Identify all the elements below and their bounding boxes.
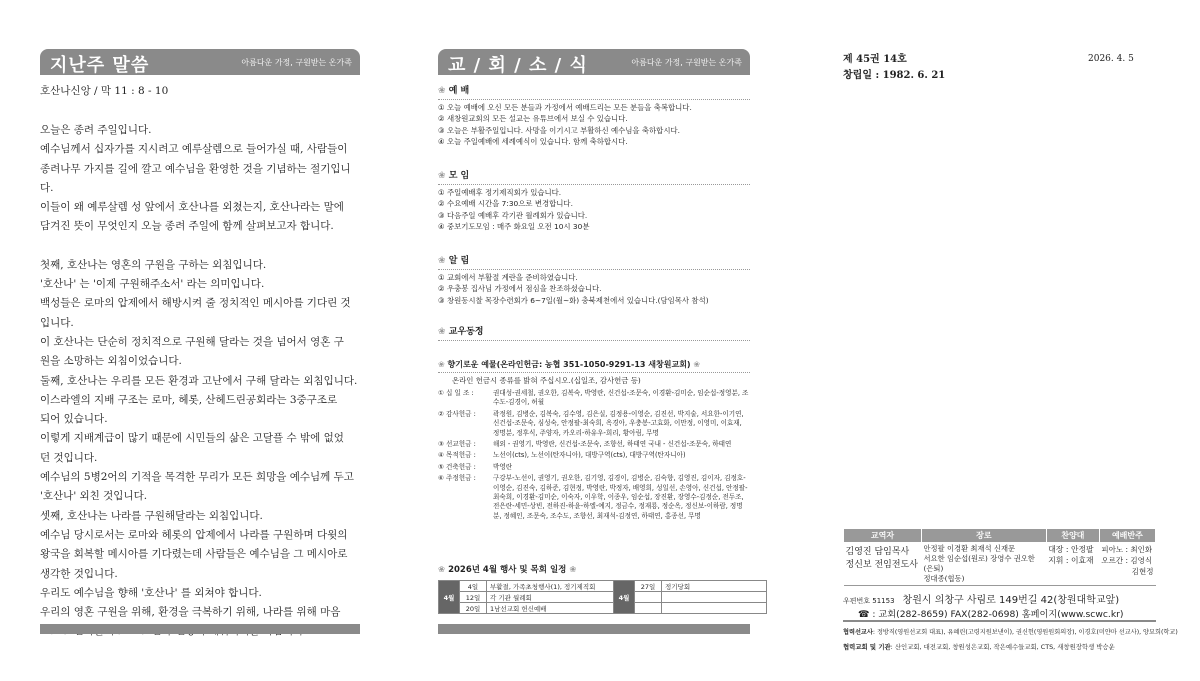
- schedule-event: 부활절, 가족초청행사(1), 정기제직회: [487, 581, 614, 592]
- sermon-header: [40, 49, 360, 75]
- flower-icon: ❀: [438, 86, 446, 96]
- schedule-month: 4월: [614, 581, 635, 614]
- sermon-line: 종려나무 가지를 길에 깔고 예수님을 환영한 것을 기념하는 절기입니다.: [40, 162, 351, 194]
- choir-list: 대장 : 안정팔 지휘 : 이효재: [1046, 543, 1099, 586]
- offering-row: [438, 440, 750, 449]
- notice-list: [438, 272, 750, 307]
- offering-heading: ❀ 향기로운 예물(온라인헌금: 농협 351-1050-9291-13 새창원교회) ❀: [438, 359, 750, 373]
- schedule-event: 정기당회: [662, 581, 767, 592]
- sermon-line: 이 호산나는 단순히 정치적으로 구원해 달라는 것을 넘어서 영혼 구: [40, 335, 344, 348]
- sermon-line: 이들이 왜 예루살렘 성 앞에서 호산나를 외쳤는지, 호산나라는 말에: [40, 201, 344, 214]
- sermon-line: 담겨진 뜻이 무엇인지 오늘 종려 주일에 함께 살펴보고자 합니다.: [40, 220, 334, 233]
- schedule-title: ❀ 2026년 4월 행사 및 목회 일정 ❀: [438, 565, 577, 575]
- offering-type: ⑥ 주정헌금 :: [438, 474, 476, 483]
- meeting-list: [438, 187, 750, 233]
- flower-icon: ❀: [438, 171, 446, 181]
- flower-icon: ❀: [438, 327, 446, 337]
- list-item: ① 오늘 예배에 오신 모든 분들과 가정에서 예배드리는 모든 분들을 축복합니다.: [438, 102, 692, 112]
- flower-icon: ❀: [438, 360, 445, 369]
- coop-churches: 협력교회 및 기관: 산인교회, 대전교회, 창원성은교회, 작은예수들교회, CTS, 새창원장학생 박승운: [843, 643, 1115, 651]
- worship-list: [438, 102, 750, 148]
- news-footer-bar: [438, 624, 750, 634]
- founding-date: 창립일 : 1982. 6. 21: [843, 70, 946, 81]
- notice-section: [438, 256, 750, 306]
- schedule-event: [662, 592, 767, 603]
- sermon-line: 첫째, 호산나는 영혼의 구원을 구하는 외침입니다.: [40, 258, 267, 271]
- staff-header-choir: 찬양대: [1046, 529, 1099, 543]
- offering-section: [438, 359, 750, 386]
- sermon-line: 입니다.: [40, 316, 74, 329]
- flower-icon: ❀: [438, 256, 446, 266]
- schedule-table: [438, 580, 767, 614]
- sermon-line: 되어 있습니다.: [40, 413, 108, 426]
- sermon-line: 생각한 것입니다.: [40, 567, 118, 580]
- sermon-paragraph: [40, 256, 360, 642]
- list-item: ① 주일예배후 정기제직회가 있습니다.: [438, 187, 562, 197]
- schedule-row: [439, 592, 767, 603]
- staff-header-elders: 장로: [922, 529, 1047, 543]
- schedule-day: [635, 592, 662, 603]
- offering-row: [438, 463, 750, 472]
- schedule-day: [635, 603, 662, 614]
- staff-table: [843, 528, 1156, 586]
- schedule-row: [439, 581, 767, 592]
- list-item: ③ 창원동시찰 목장수련회가 6~7일(월~화) 충북제천에서 있습니다.(담임목사 참석): [438, 295, 709, 305]
- accomp-list: 피아노 : 최인화 오르간 : 김영식 김현정: [1099, 543, 1155, 586]
- meeting-heading: ❀ 모 임: [438, 171, 750, 185]
- mission-partners: 협력선교사: 정방직(영원선교회 대표), 유혜린(고령지원보낸이), 권신헌(영원원회의장), 이경호(미얀마 선교사), 양묘희(학교): [843, 629, 1178, 636]
- schedule-month: 4월: [439, 581, 460, 614]
- schedule-day: 20일: [460, 603, 487, 614]
- flower-icon: ❀: [438, 565, 446, 575]
- sermon-paragraph: [40, 121, 360, 237]
- sermon-line: 우리도 예수님을 향해 '호산나' 를 외쳐야 합니다.: [40, 586, 262, 599]
- church-contact: ☎ : 교회(282-8659) FAX(282-0698) 홈페이지(www.scwc.kr): [858, 609, 1124, 620]
- news-header-subtitle: 아름다운 가정, 구원받는 온가족: [631, 58, 742, 67]
- sermon-line: 던 것입니다.: [40, 451, 98, 464]
- offering-names: 구강부-노선이, 권영기, 권오한, 김기영, 김경이, 김병순, 김숙향, 김영진, 김이자, 김정호-이영순, 김진숙, 김하준, 김현정, 박영란, 박정자, 배영희, 성일선, 손영아, 신건섭, 안정팔-최숙희, 이경환-김미순, 이숙자, 이우학, 이종우, 임순섭, 장진환, 장영수-김정순, 전두조, 전은란-세민-상빈, 전하진-하윤-하엘-예지, 정금수, 정재룡, 정순옥, 정신보-이하람, 정명분, 정혜인, 조문숙, 조수도, 조향선, 최재석-김정연, 하태연, 홍종선, 무명: [493, 474, 748, 520]
- sermon-footer-bar: [40, 624, 360, 634]
- elder-list: 안정팔 이경환 최재석 신재문 서요한 임순섭(원로) 장영수 권오한(은퇴) 정대종(협동): [922, 543, 1047, 586]
- list-item: ④ 오늘 주일예배에 세례예식이 있습니다. 함께 축하합시다.: [438, 137, 628, 146]
- schedule-day: 12일: [460, 592, 487, 603]
- sermon-line: 원을 소망하는 외침이었습니다.: [40, 355, 182, 368]
- sermon-body: [40, 121, 360, 642]
- offering-row: [438, 474, 750, 521]
- list-item: ③ 다음주일 예배후 각기관 월례회가 있습니다.: [438, 210, 588, 220]
- right-divider: [843, 620, 1156, 622]
- sermon-line: 예수님께서 십자가를 지시려고 예루살렘으로 들어가실 때, 사람들이: [40, 143, 348, 156]
- schedule-event: 1남선교회 헌신예배: [487, 603, 614, 614]
- offering-row: [438, 451, 750, 460]
- worship-section: [438, 86, 750, 148]
- sermon-line: 오늘은 종려 주일입니다.: [40, 124, 152, 136]
- volume-number: 제 45권 14호: [843, 54, 907, 65]
- list-item: ③ 오늘은 부활주일입니다. 사망을 이기시고 부활하신 예수님을 축하합시다.: [438, 125, 680, 135]
- sermon-line: 예수님의 5병2어의 기적을 목격한 무리가 모든 희망을 예수님께 두고: [40, 471, 354, 484]
- sermon-line: 우리의 영혼 구원을 위해, 환경을 극복하기 위해, 나라를 위해 마음: [40, 606, 341, 619]
- worship-heading: ❀ 예 배: [438, 86, 750, 100]
- offering-type: ③ 선교헌금 :: [438, 440, 476, 449]
- list-item: ② 우충봉 집사님 가정에서 점심을 찬조하셨습니다.: [438, 284, 602, 293]
- offering-names: 박영란: [493, 462, 513, 471]
- offering-names: 해외 - 권영기, 박영란, 신건섭-조문숙, 조향선, 하태연 국내 - 신건섭-조문숙, 하태연: [493, 440, 732, 449]
- zip-code: 우편번호 51153: [843, 597, 895, 605]
- offering-names: 권대성-권세철, 권오한, 김복숙, 박영란, 신건섭-조문숙, 이경환-김미순, 임순섭-정영분, 조수도-김경이, 허월: [493, 389, 749, 407]
- pastor-list: 김영진 담임목사 정신보 전임전도사: [844, 543, 922, 586]
- sermon-line: 왕국을 회복할 메시아를 기다렸는데 사람들은 예수님을 그 메시아로: [40, 548, 348, 561]
- members-heading: ❀ 교우동정: [438, 327, 750, 341]
- offering-names: 곽정원, 김병순, 김복숙, 김수영, 김은실, 김정용-이영순, 김진선, 박지술, 서요한-이기연, 신건섭-조문숙, 심성숙, 안정팔-최숙희, 옥경아, 우충봉-고효화, 이만정, 이영미, 이효재, 정명분, 정후식, 주양자, 카오리-하유우-희리, 황아림, 무명: [493, 409, 744, 437]
- offering-note: 온라인 헌금시 종류를 밝혀 주십시오.(십일조, 감사헌금 등): [452, 375, 641, 385]
- news-header: [438, 49, 750, 75]
- staff-header-accomp: 예배반주: [1099, 529, 1155, 543]
- schedule-day: 4일: [460, 581, 487, 592]
- sermon-line: 이렇게 지배계급이 많기 때문에 시민들의 삶은 고달플 수 밖에 없었: [40, 432, 344, 445]
- sermon-line: '호산나' 는 '이제 구원해주소서' 라는 의미입니다.: [40, 278, 265, 291]
- flower-icon: ❀: [693, 360, 701, 369]
- list-item: ① 교회에서 부활절 계란을 준비하였습니다.: [438, 272, 578, 282]
- offering-grid: [438, 389, 750, 523]
- offering-type: ② 감사헌금 :: [438, 409, 476, 418]
- staff-header-pastors: 교역자: [844, 529, 922, 543]
- flower-icon: ❀: [569, 565, 577, 575]
- offering-type: ④ 목적헌금 :: [438, 451, 476, 460]
- schedule-day: 27일: [635, 581, 662, 592]
- sermon-line: 예수님 당시로서는 로마와 헤롯의 압제에서 나라를 구원하며 다윗의: [40, 528, 348, 541]
- sermon-line: 이스라엘의 지배 구조는 로마, 헤롯, 산헤드린공회라는 3중구조로: [40, 393, 338, 406]
- schedule-event: [662, 603, 767, 614]
- sermon-line: 둘째, 호산나는 우리를 모든 환경과 고난에서 구해 달라는 외침입니다.: [40, 374, 358, 387]
- sermon-line: 백성들은 로마의 압제에서 해방시켜 줄 정치적인 메시아를 기다린 것: [40, 297, 351, 310]
- news-header-title: 교 / 회 / 소 / 식: [448, 55, 588, 76]
- offering-names: 노선이(cts), 노선이(탄자니아), 대방구역(cts), 대방구역(탄자니아): [493, 451, 686, 460]
- list-item: ② 수요예배 시간을 7:30으로 변경합니다.: [438, 199, 573, 208]
- offering-type: ⑤ 건축헌금 :: [438, 462, 476, 471]
- issue-date: 2026. 4. 5: [1088, 54, 1134, 64]
- meeting-section: [438, 171, 750, 233]
- members-section: [438, 327, 750, 343]
- offering-row: [438, 389, 750, 408]
- schedule-row: [439, 603, 767, 614]
- list-item: ④ 중보기도모임 : 매주 화요일 오전 10시 30분: [438, 222, 590, 231]
- notice-heading: ❀ 알 림: [438, 256, 750, 270]
- list-item: ② 새창원교회의 모든 설교는 유튜브에서 보실 수 있습니다.: [438, 114, 628, 123]
- sermon-header-title: 지난주 말씀: [50, 55, 150, 76]
- schedule-event: 각 기관 월례회: [487, 592, 614, 603]
- offering-type: ① 십 일 조 :: [438, 389, 474, 397]
- sermon-header-subtitle: 아름다운 가정, 구원받는 온가족: [241, 58, 352, 67]
- sermon-line: 셋째, 호산나는 나라를 구원해달라는 외침입니다.: [40, 509, 263, 522]
- sermon-line: '호산나' 외친 것입니다.: [40, 490, 148, 503]
- church-address: 우편번호 51153 창원시 의창구 사림로 149번길 42(창원대학교앞): [843, 595, 1120, 606]
- offering-row: [438, 410, 750, 438]
- sermon-scripture: 호산나신앙 / 막 11 : 8 - 10: [40, 85, 169, 97]
